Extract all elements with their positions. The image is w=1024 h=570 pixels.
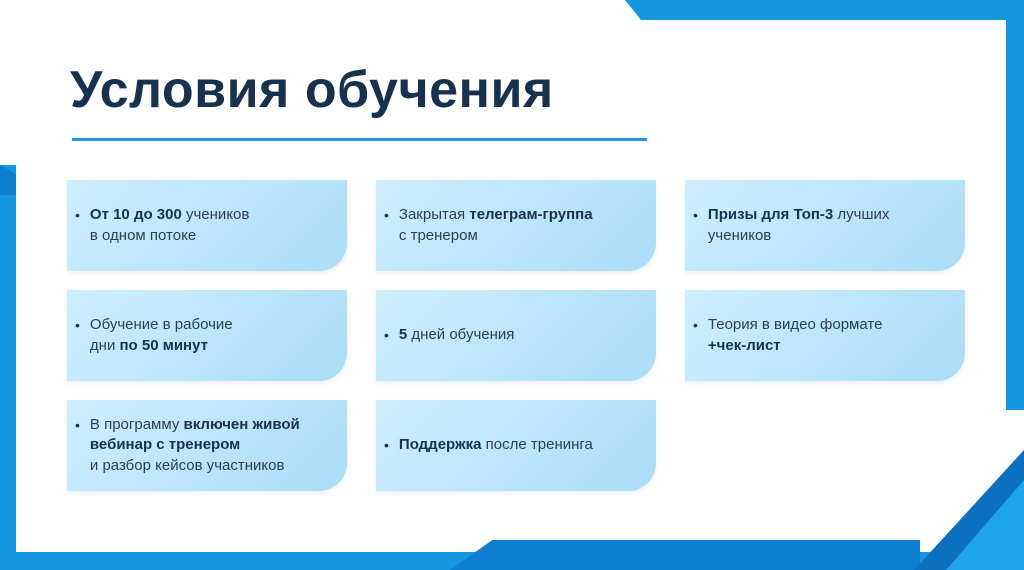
decor-left-band bbox=[0, 165, 16, 570]
card-text: В программу включен живой вебинар с тренером и разбор кейсов участников bbox=[89, 415, 300, 474]
bullet-icon: • bbox=[384, 327, 389, 344]
condition-card-group-size bbox=[67, 180, 347, 271]
bullet-icon: • bbox=[693, 207, 698, 223]
card-text: Обучение в рабочие дни по 50 минут bbox=[89, 316, 233, 354]
bullet-icon: • bbox=[75, 416, 80, 433]
condition-card-webinar bbox=[67, 400, 347, 491]
card-text: Закрытая телеграм-группа с тренером bbox=[398, 206, 593, 244]
bullet-icon: • bbox=[693, 317, 698, 333]
condition-card-telegram-group bbox=[376, 180, 656, 271]
card-text: Призы для Топ-3 лучших учеников bbox=[707, 206, 890, 244]
condition-card-schedule bbox=[67, 290, 347, 381]
condition-card-duration bbox=[376, 290, 656, 381]
card-text: 5 дней обучения bbox=[398, 326, 515, 344]
bullet-icon: • bbox=[75, 317, 80, 333]
bullet-icon: • bbox=[384, 207, 389, 223]
condition-card-support bbox=[376, 400, 656, 491]
decor-top-band bbox=[625, 0, 1024, 20]
condition-card-video-theory bbox=[685, 290, 965, 381]
page-title: Условия обучения bbox=[70, 61, 554, 119]
title-underline bbox=[72, 138, 647, 141]
card-text: Поддержка после тренинга bbox=[398, 436, 593, 454]
condition-card-prizes bbox=[685, 180, 965, 271]
card-text: Теория в видео формате +чек-лист bbox=[707, 316, 883, 354]
decor-bottom-accent bbox=[450, 540, 920, 570]
card-text: От 10 до 300 учеников в одном потоке bbox=[89, 206, 250, 244]
bullet-icon: • bbox=[75, 207, 80, 223]
bullet-icon: • bbox=[384, 437, 389, 454]
decor-right-band bbox=[1006, 0, 1024, 410]
